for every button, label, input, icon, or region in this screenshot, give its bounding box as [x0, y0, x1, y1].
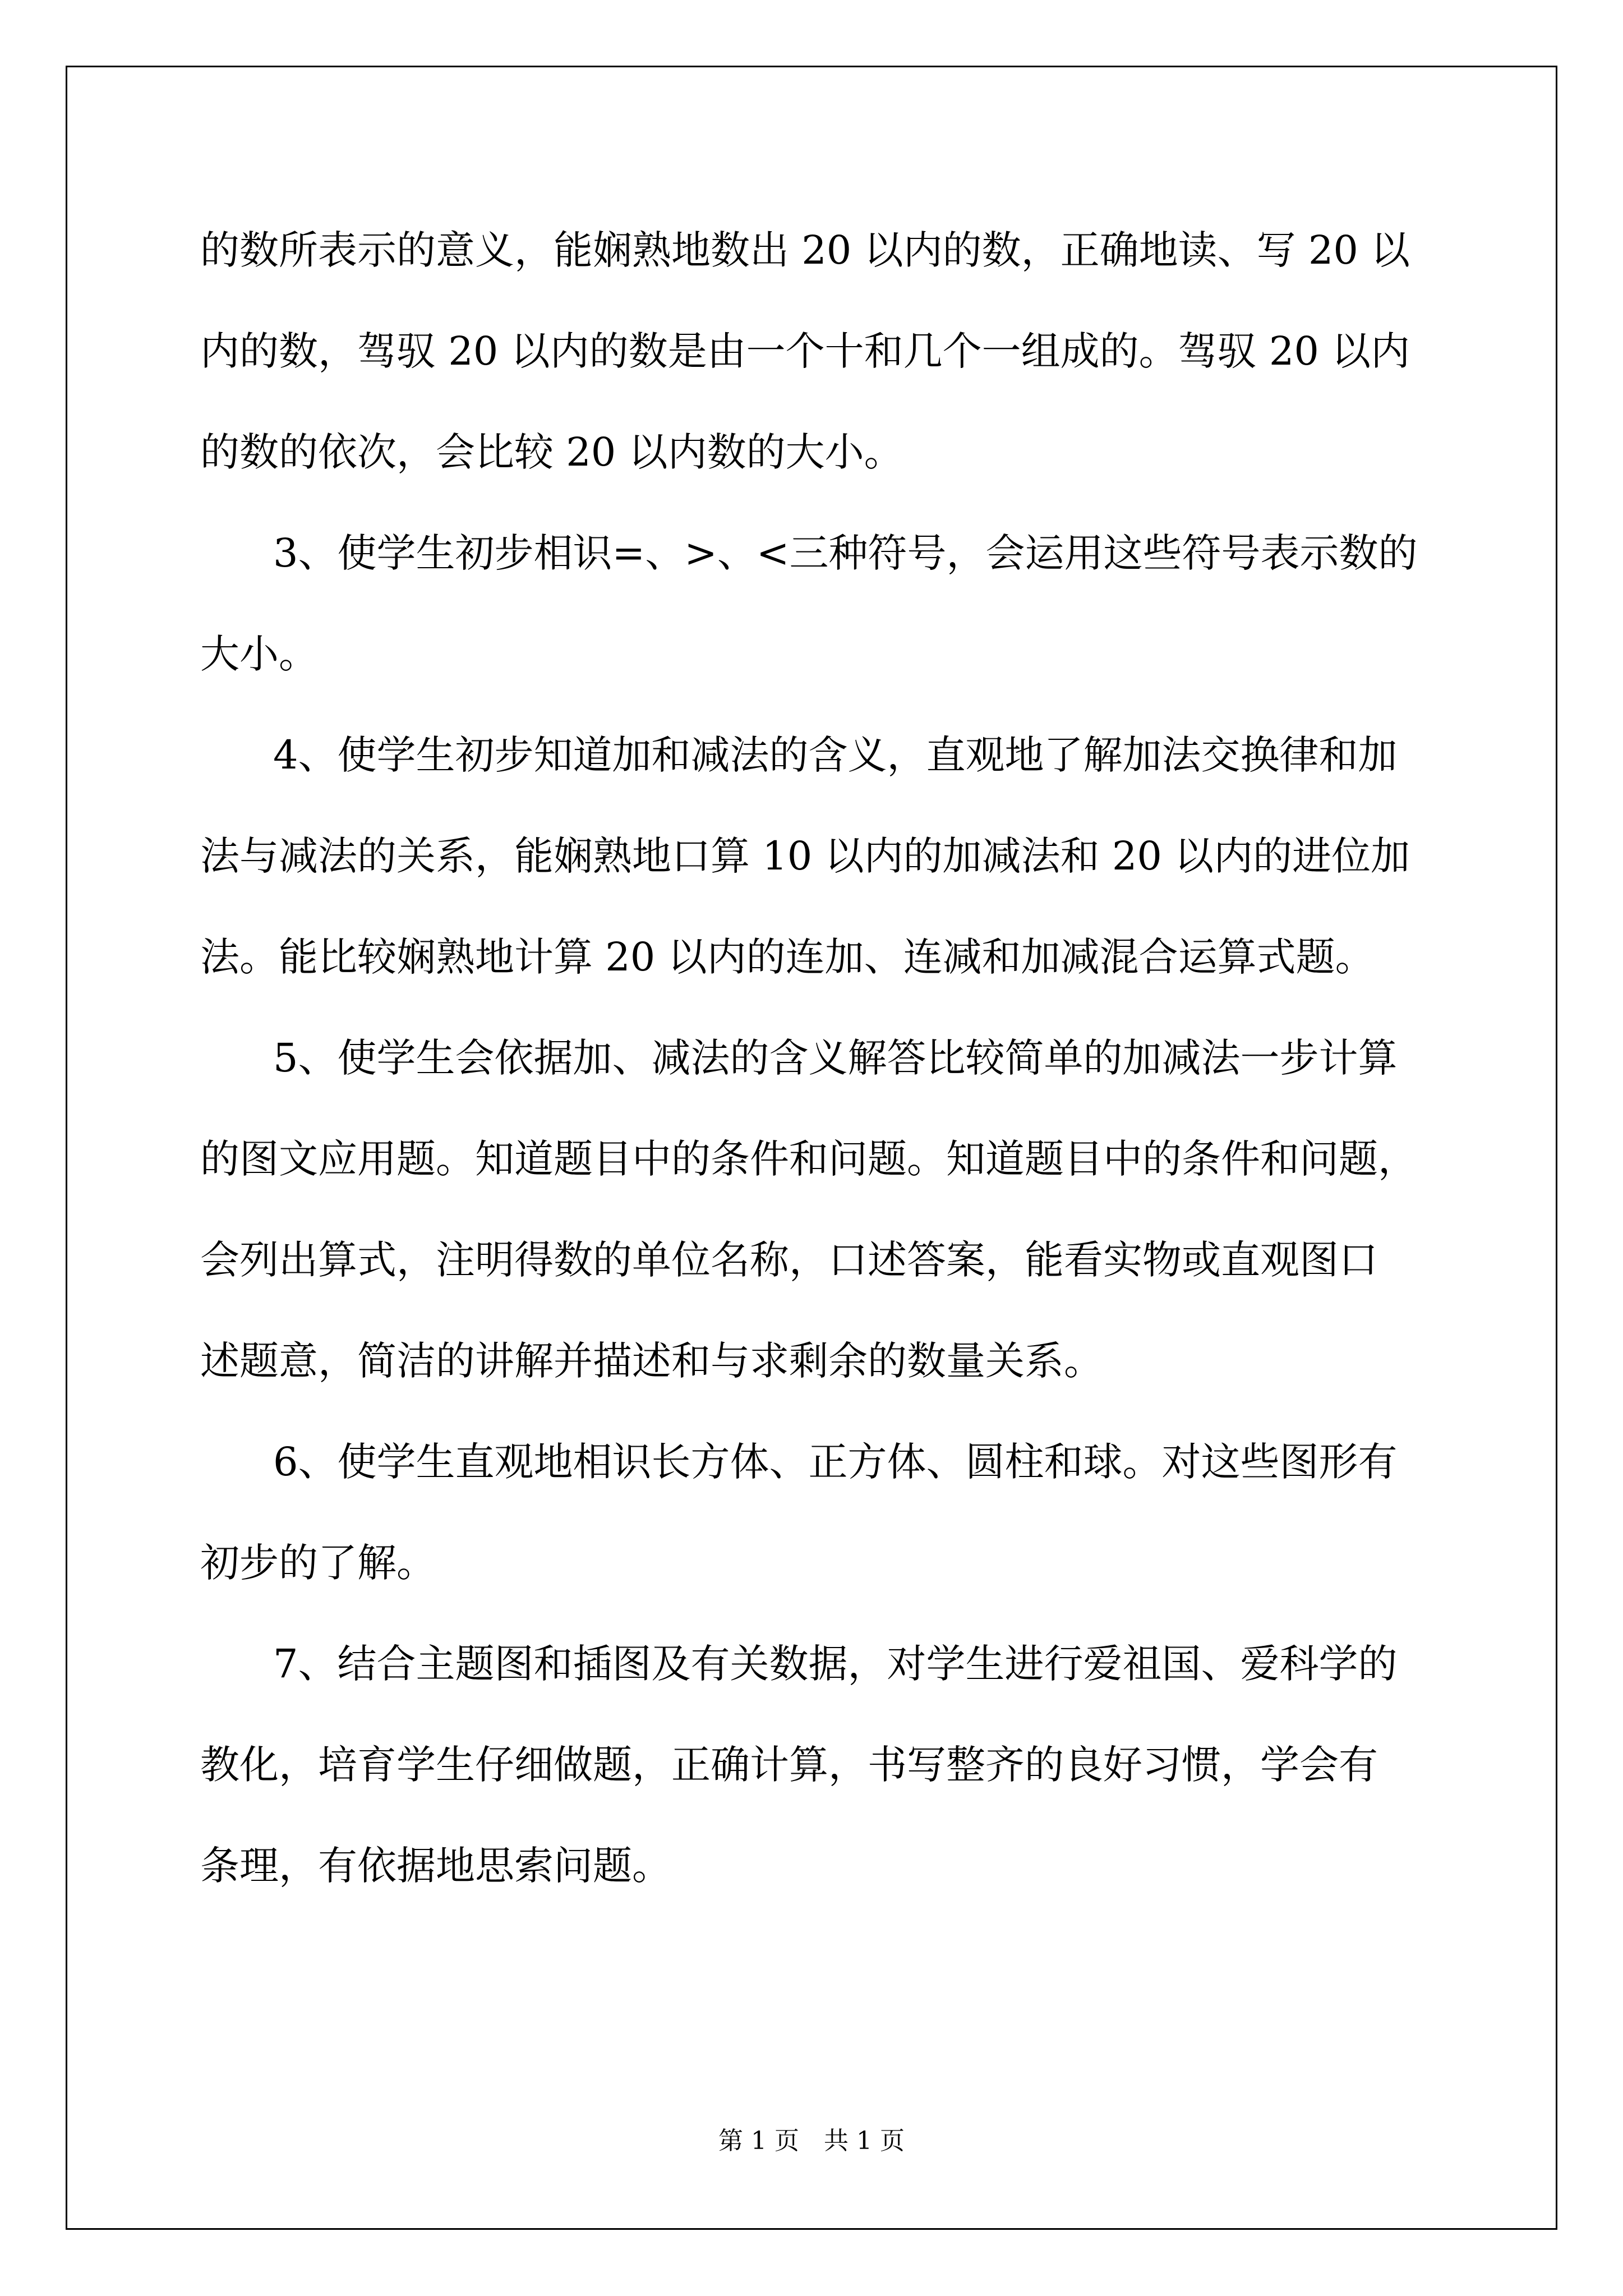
text-line-17: 条理，有依据地思索问题。: [200, 1843, 671, 1889]
text-line-7: 法与减法的关系，能娴熟地口算 10 以内的加减法和 20 以内的进位加: [200, 833, 1410, 879]
text-line-6: 4、使学生初步知道加和减法的含义，直观地了解加法交换律和加: [273, 732, 1398, 778]
text-line-4: 3、使学生初步相识=、>、<三种符号，会运用这些符号表示数的: [273, 530, 1418, 576]
text-line-3: 的数的依次，会比较 20 以内数的大小。: [200, 429, 903, 475]
text-line-12: 述题意，简洁的讲解并描述和与求剩余的数量关系。: [200, 1338, 1103, 1384]
text-line-13: 6、使学生直观地相识长方体、正方体、圆柱和球。对这些图形有: [273, 1439, 1398, 1485]
page-number-footer: 第 1 页 共 1 页: [718, 2127, 905, 2155]
text-line-15: 7、结合主题图和插图及有关数据，对学生进行爱祖国、爱科学的: [273, 1641, 1398, 1687]
text-line-9: 5、使学生会依据加、减法的含义解答比较简单的加减法一步计算: [273, 1035, 1398, 1081]
text-line-8: 法。能比较娴熟地计算 20 以内的连加、连减和加减混合运算式题。: [200, 934, 1375, 980]
text-line-10: 的图文应用题。知道题目中的条件和问题。知道题目中的条件和问题，: [200, 1136, 1417, 1182]
text-line-1: 的数所表示的意义，能娴熟地数出 20 以内的数，正确地读、写 20 以: [200, 227, 1410, 273]
text-line-2: 内的数，驾驭 20 以内的数是由一个十和几个一组成的。驾驭 20 以内: [200, 328, 1410, 374]
text-line-5: 大小。: [200, 631, 318, 677]
text-line-16: 教化，培育学生仔细做题，正确计算，书写整齐的良好习惯，学会有: [200, 1742, 1378, 1788]
text-line-11: 会列出算式，注明得数的单位名称，口述答案，能看实物或直观图口: [200, 1237, 1378, 1283]
text-line-14: 初步的了解。: [200, 1540, 436, 1586]
document-body: [200, 213, 1456, 1930]
